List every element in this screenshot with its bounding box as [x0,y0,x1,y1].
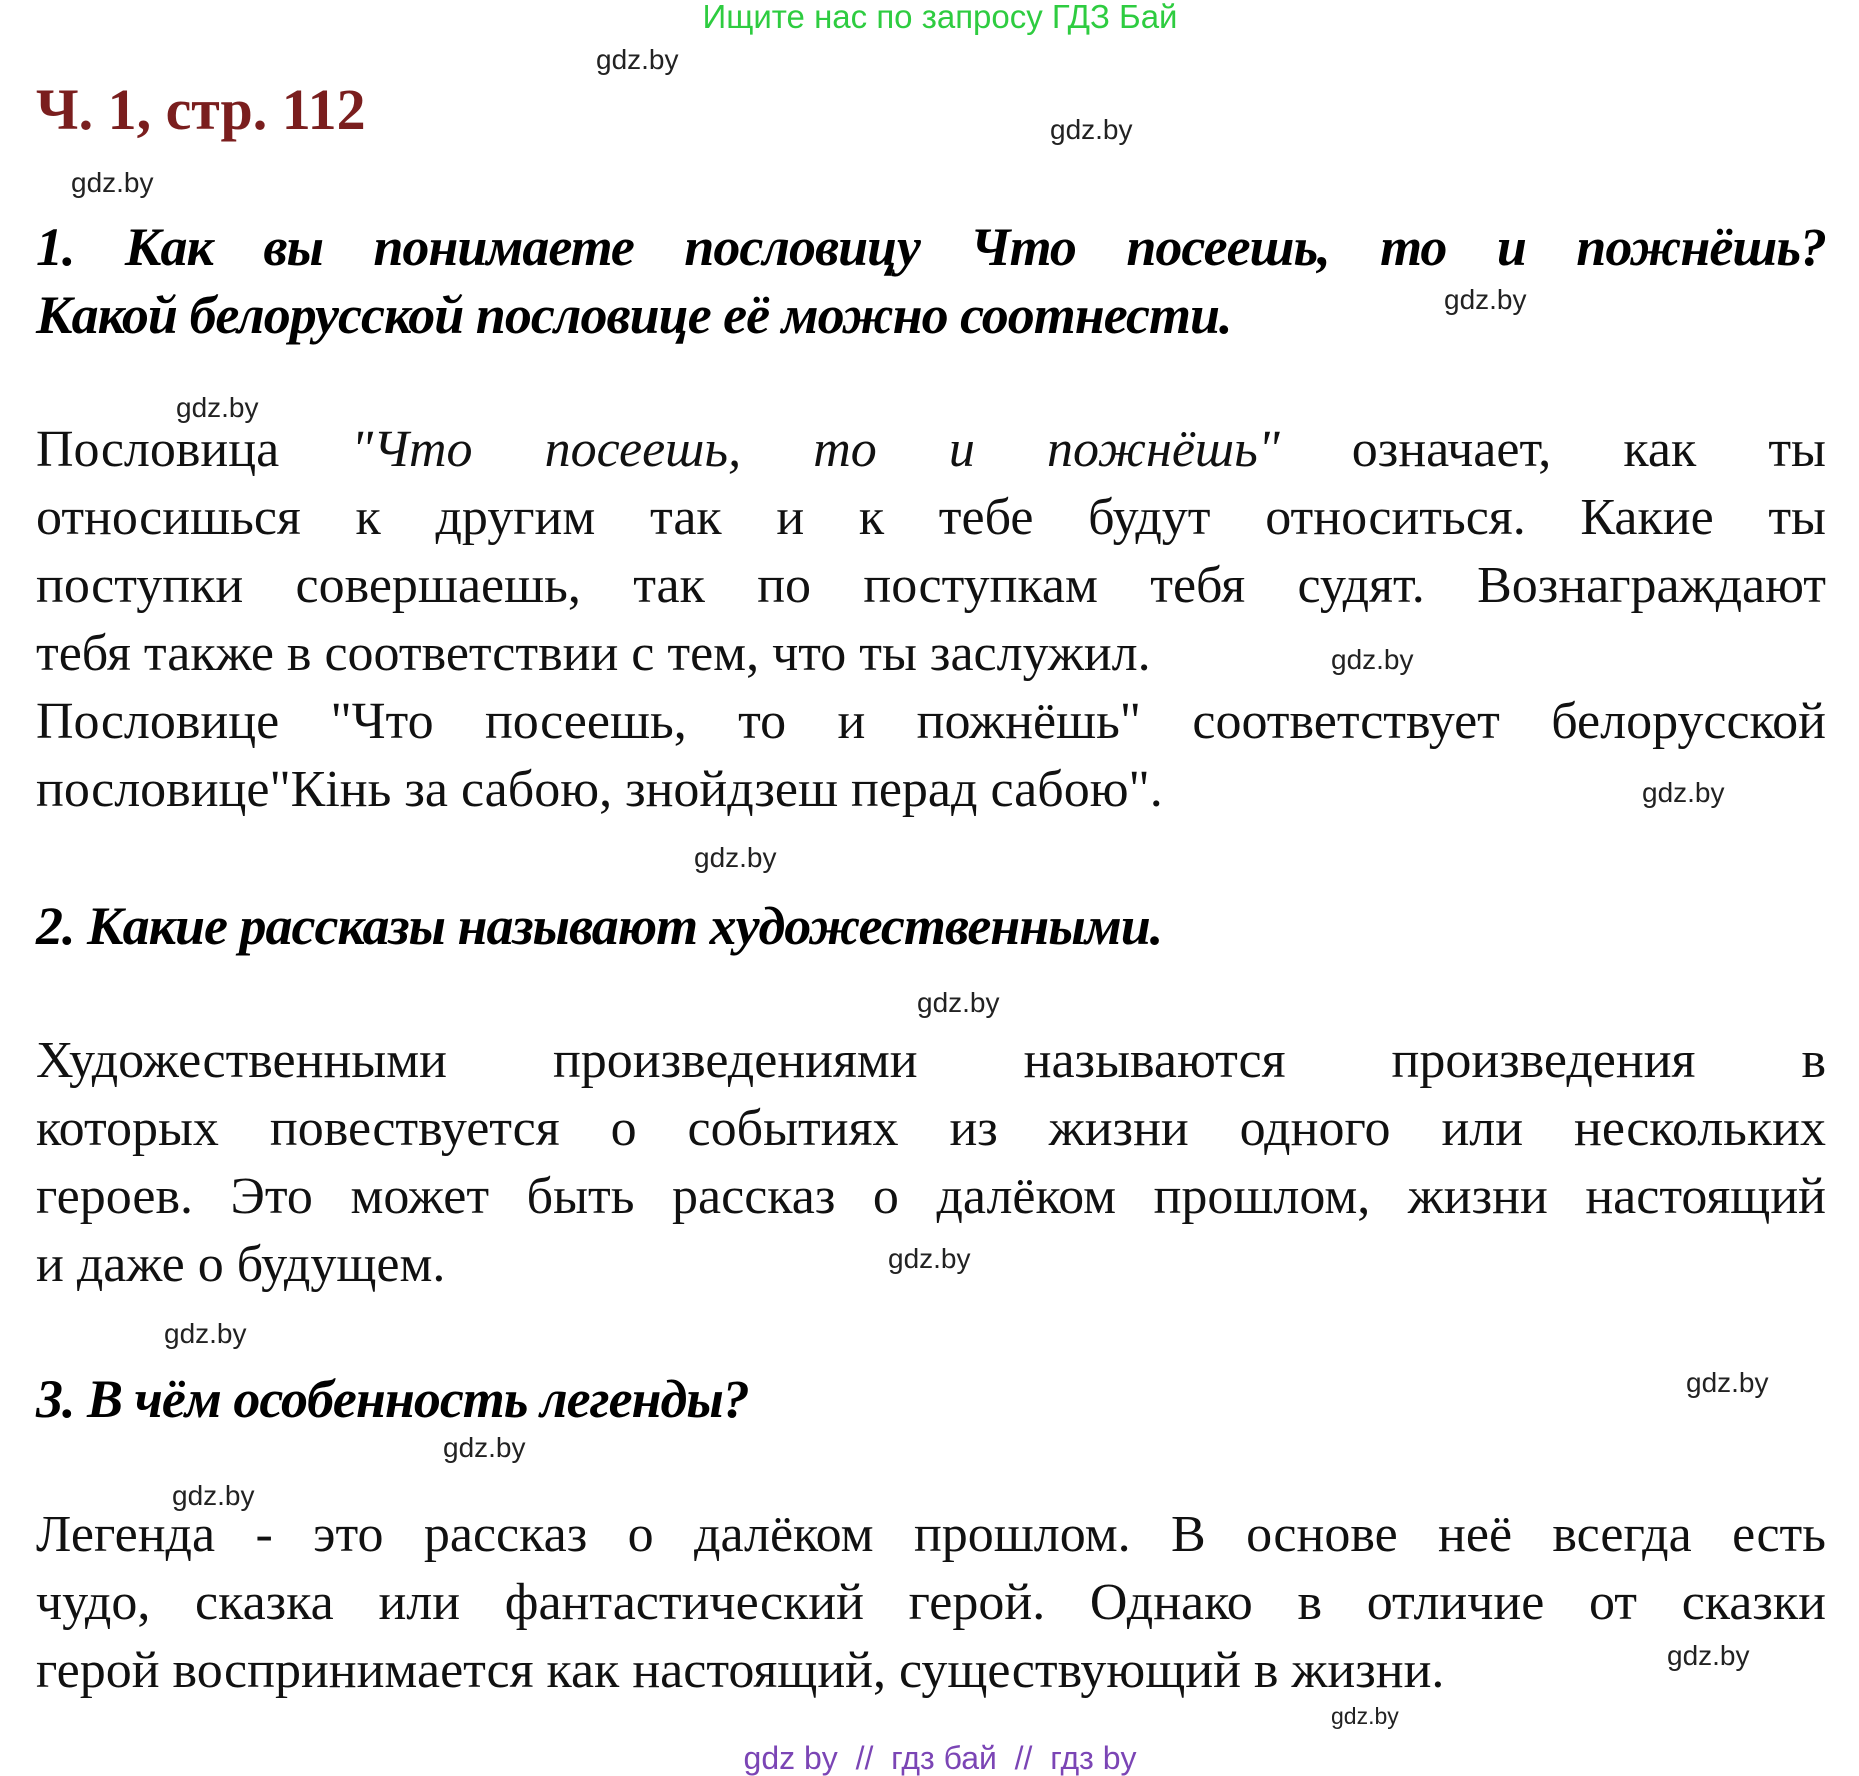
watermark: gdz.by [443,1432,526,1463]
question-line: Какой белорусской пословице её можно соотнести. [36,285,1232,345]
question-3 [36,1365,1826,1433]
answer-2 [36,1027,1826,1299]
watermark: gdz.by [164,1318,247,1349]
answer-line [36,416,1826,484]
answer-line: герой воспринимается как настоящий, существующий в жизни. [36,1642,1445,1699]
question-2 [36,892,1826,960]
question-line: 2. Какие рассказы называют художественными. [36,896,1163,956]
answer-line: и даже о будущем. [36,1236,446,1293]
answer-1 [36,416,1826,824]
answer-line: Художественными произведениями называются произведения в [36,1032,1826,1089]
watermark: gdz.by [694,842,777,873]
question-line: 3. В чём особенность легенды? [36,1369,749,1429]
text: означает, как ты [1279,421,1826,478]
watermark: gdz.by [1667,1640,1750,1671]
footer-links[interactable]: gdz by // гдз бай // гдз by [743,1740,1137,1776]
answer-line: поступки совершаешь, так по поступкам тебя судят. Вознаграждают [36,557,1826,614]
answer-line: пословице"Кінь за сабою, знойдзеш перад сабою". [36,761,1163,818]
answer-3 [36,1501,1826,1705]
watermark: gdz.by [888,1243,971,1274]
watermark: gdz.by [172,1480,255,1511]
watermark: gdz.by [917,987,1000,1018]
page-title: Ч. 1, стр. 112 [36,77,366,142]
answer-line: Легенда - это рассказ о далёком прошлом. В основе неё всегда есть [36,1506,1826,1563]
answer-line: героев. Это может быть рассказ о далёком прошлом, жизни настоящий [36,1168,1826,1225]
answer-line: Пословице "Что посеешь, то и пожнёшь" соответствует белорусской [36,693,1826,750]
watermark: gdz.by [1331,1703,1399,1729]
answer-line: относишься к другим так и к тебе будут относиться. Какие ты [36,489,1826,546]
answer-line: тебя также в соответствии с тем, что ты заслужил. [36,625,1151,682]
watermark: gdz.by [1642,777,1725,808]
proverb-quote: "Что посеешь, то и пожнёшь" [351,421,1280,478]
promo-banner[interactable]: Ищите нас по запросу ГДЗ Бай [702,0,1178,35]
answer-line: которых повествуется о событиях из жизни одного или нескольких [36,1100,1826,1157]
watermark: gdz.by [1331,644,1414,675]
watermark: gdz.by [596,44,679,75]
answer-line: чудо, сказка или фантастический герой. Однако в отличие от сказки [36,1574,1826,1631]
watermark: gdz.by [71,167,154,198]
watermark: gdz.by [1444,284,1527,315]
watermark: gdz.by [1686,1367,1769,1398]
question-line: 1. Как вы понимаете пословицу Что посеешь, то и пожнёшь? [36,217,1826,277]
text: Пословица [36,421,352,478]
watermark: gdz.by [176,392,259,423]
question-1 [36,213,1826,349]
watermark: gdz.by [1050,114,1133,145]
